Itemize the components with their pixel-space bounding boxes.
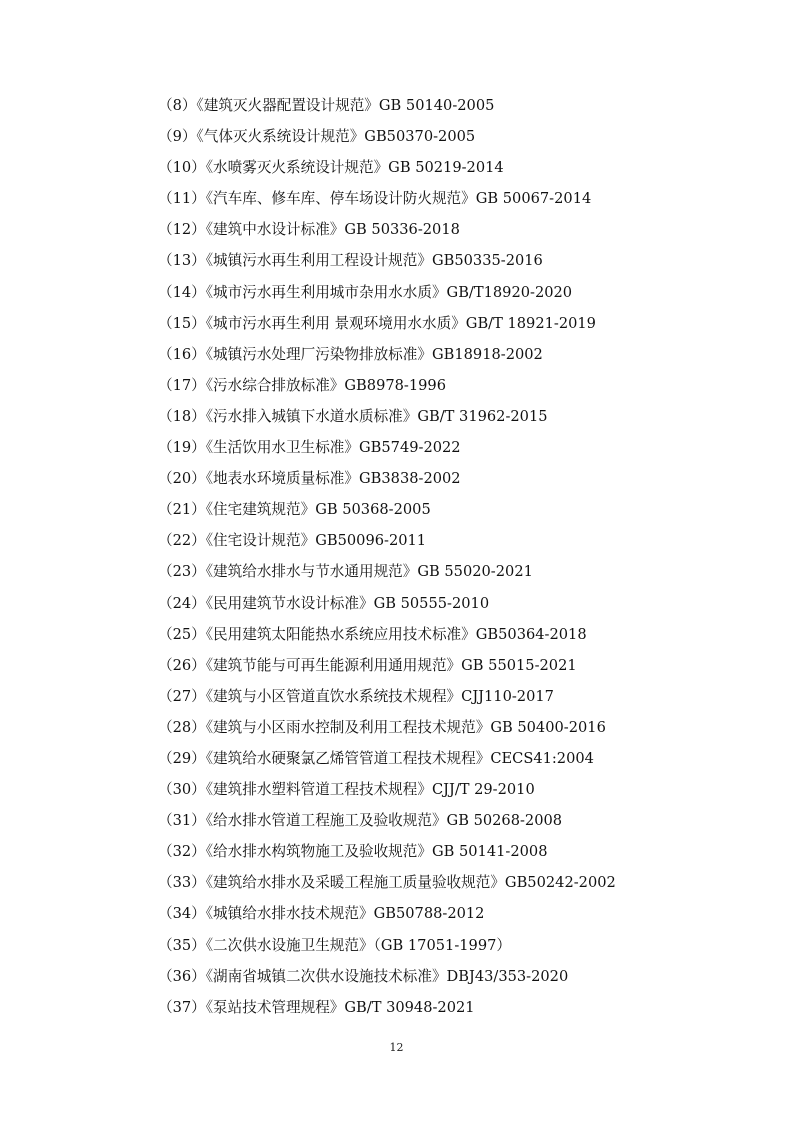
reference-item-34: （34）《城镇给水排水技术规范》GB50788-2012 (158, 905, 485, 923)
reference-list (158, 94, 758, 1027)
reference-item-26: （26）《建筑节能与可再生能源利用通用规范》GB 55015-2021 (158, 656, 577, 674)
reference-item-32: （32）《给水排水构筑物施工及验收规范》GB 50141-2008 (158, 843, 548, 861)
reference-item-10: （10）《水喷雾灭火系统设计规范》GB 50219-2014 (158, 159, 504, 177)
reference-item-9: （9）《气体灭火系统设计规范》GB50370-2005 (158, 128, 476, 146)
reference-item-8: （8）《建筑灭火器配置设计规范》GB 50140-2005 (158, 97, 495, 114)
reference-item-25: （25）《民用建筑太阳能热水系统应用技术标准》GB50364-2018 (158, 625, 587, 643)
reference-item-15: （15）《城市污水再生利用 景观环境用水水质》GB/T 18921-2019 (158, 314, 596, 332)
reference-item-33: （33）《建筑给水排水及采暖工程施工质量验收规范》GB50242-2002 (158, 874, 616, 892)
reference-item-21: （21）《住宅建筑规范》GB 50368-2005 (158, 501, 431, 519)
reference-item-28: （28）《建筑与小区雨水控制及利用工程技术规范》GB 50400-2016 (158, 718, 606, 736)
reference-item-36: （36）《湖南省城镇二次供水设施技术标准》DBJ43/353-2020 (158, 967, 569, 985)
reference-item-11: （11）《汽车库、修车库、停车场设计防火规范》GB 50067-2014 (158, 190, 592, 208)
reference-item-22: （22）《住宅设计规范》GB50096-2011 (158, 532, 427, 550)
reference-item-35: （35）《二次供水设施卫生规范》（GB 17051-1997） (158, 936, 511, 954)
reference-item-17: （17）《污水综合排放标准》GB8978-1996 (158, 376, 446, 394)
reference-item-30: （30）《建筑排水塑料管道工程技术规程》CJJ/T 29-2010 (158, 781, 535, 799)
reference-item-23: （23）《建筑给水排水与节水通用规范》GB 55020-2021 (158, 563, 533, 581)
reference-item-20: （20）《地表水环境质量标准》GB3838-2002 (158, 470, 461, 488)
reference-item-13: （13）《城镇污水再生利用工程设计规范》GB50335-2016 (158, 252, 543, 270)
reference-item-16: （16）《城镇污水处理厂污染物排放标准》GB18918-2002 (158, 345, 543, 363)
reference-item-29: （29）《建筑给水硬聚氯乙烯管管道工程技术规程》CECS41:2004 (158, 749, 594, 767)
page-number: 12 (389, 1041, 404, 1054)
reference-item-37: （37）《泵站技术管理规程》GB/T 30948-2021 (158, 998, 475, 1016)
reference-item-18: （18）《污水排入城镇下水道水质标准》GB/T 31962-2015 (158, 407, 548, 425)
reference-item-27: （27）《建筑与小区管道直饮水系统技术规程》CJJ110-2017 (158, 687, 554, 705)
reference-item-24: （24）《民用建筑节水设计标准》GB 50555-2010 (158, 594, 490, 612)
reference-item-14: （14）《城市污水再生利用城市杂用水水质》GB/T18920-2020 (158, 283, 573, 301)
reference-item-12: （12）《建筑中水设计标准》GB 50336-2018 (158, 221, 460, 239)
reference-item-31: （31）《给水排水管道工程施工及验收规范》GB 50268-2008 (158, 812, 563, 830)
reference-item-19: （19）《生活饮用水卫生标准》GB5749-2022 (158, 439, 461, 457)
